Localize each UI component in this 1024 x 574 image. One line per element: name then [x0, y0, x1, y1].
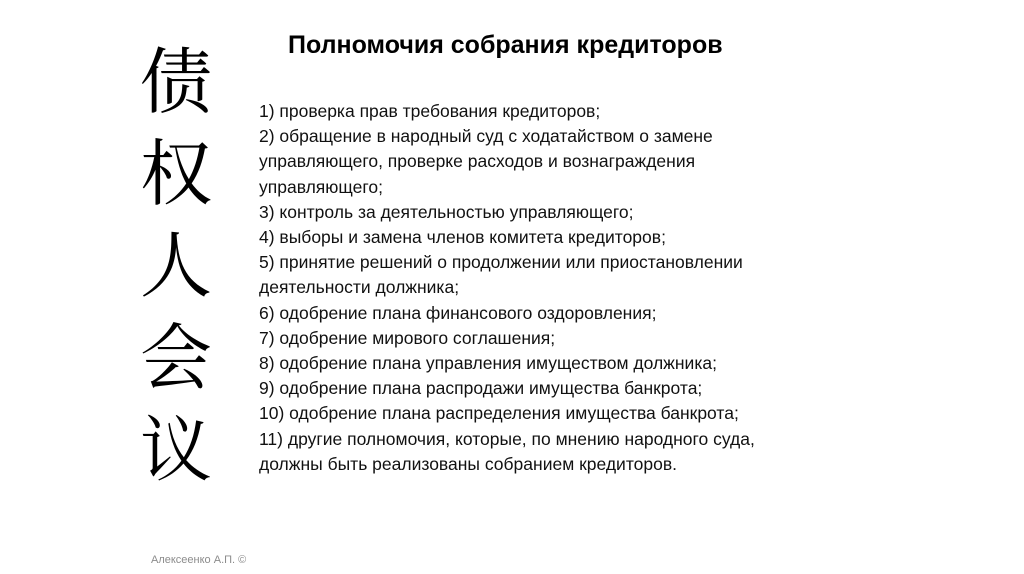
list-line: 10) одобрение плана распределения имущества банкрота;	[259, 403, 739, 424]
list-line: 11) другие полномочия, которые, по мнению народного суда,	[259, 428, 755, 449]
list-line: 8) одобрение плана управления имуществом должника;	[259, 353, 717, 374]
cjk-character: 人	[139, 224, 212, 308]
list-line: 3) контроль за деятельностью управляющего;	[259, 201, 634, 222]
list-line: 1) проверка прав требования кредиторов;	[259, 101, 601, 121]
author-footer: Алексеенко А.П. ©	[151, 554, 247, 566]
list-line: 6) одобрение плана финансового оздоровления;	[259, 302, 657, 323]
cjk-character: 权	[139, 132, 212, 216]
list-line: деятельности должника;	[259, 277, 460, 298]
list-line: 9) одобрение плана распродажи имущества банкрота;	[259, 378, 703, 399]
cjk-character: 议	[139, 408, 212, 492]
cjk-character: 债	[139, 40, 212, 124]
list-line: 2) обращение в народный суд с ходатайством о замене	[259, 126, 713, 147]
list-line: 4) выборы и замена членов комитета кредиторов;	[259, 227, 666, 248]
list-line: 5) принятие решений о продолжении или приостановлении	[259, 252, 743, 273]
list-line: управляющего;	[259, 176, 383, 197]
list-line: должны быть реализованы собранием кредиторов.	[259, 453, 677, 474]
cjk-character: 会	[139, 316, 212, 400]
list-line: управляющего, проверке расходов и вознаграждения	[259, 151, 696, 172]
list-line: 7) одобрение мирового соглашения;	[259, 327, 556, 348]
powers-list	[259, 99, 859, 477]
vertical-cjk-title	[128, 36, 224, 496]
slide-title: Полномочия собрания кредиторов	[288, 31, 723, 59]
